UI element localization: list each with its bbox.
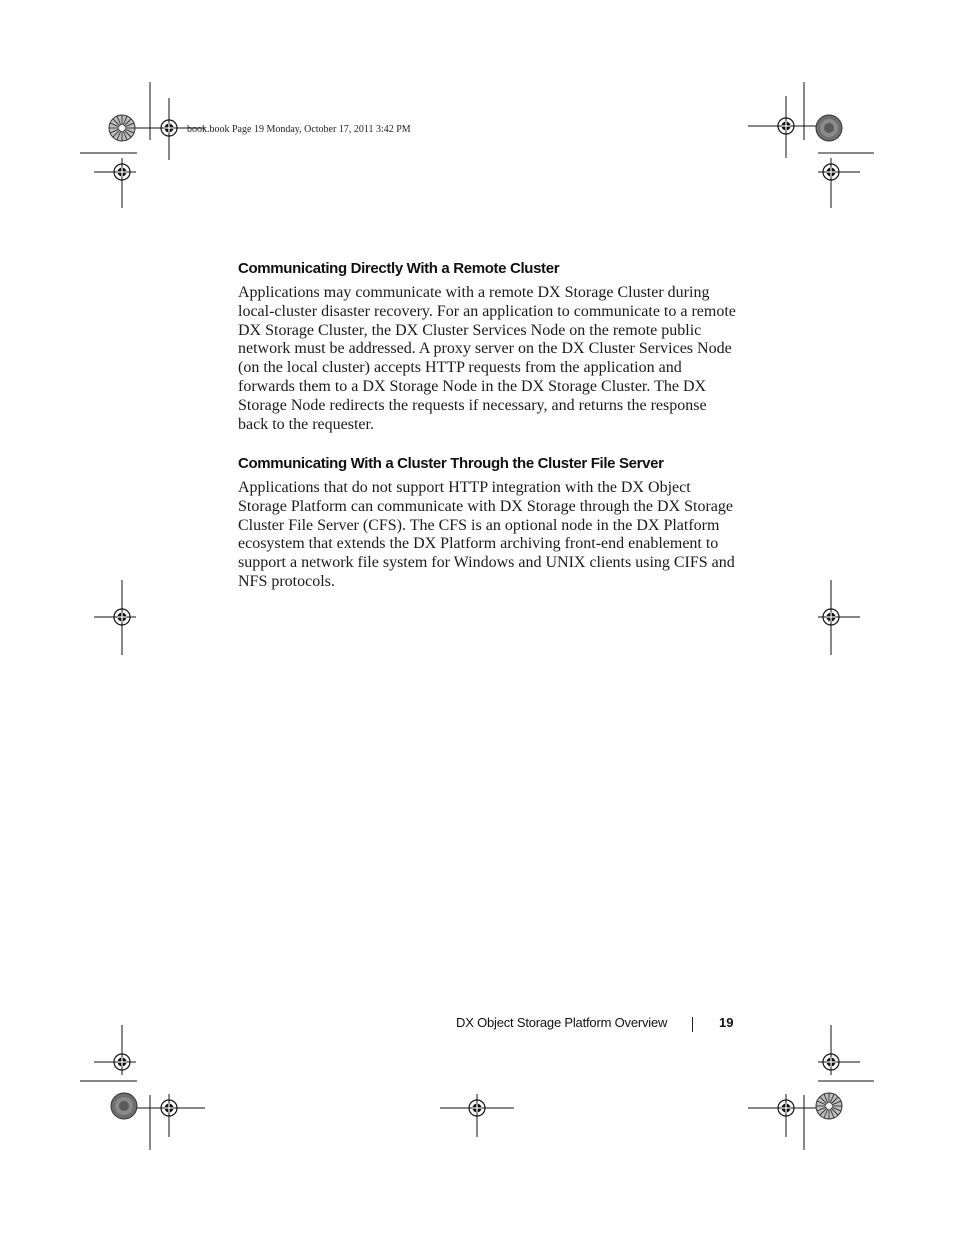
crop-mark-bottom-right	[748, 1025, 874, 1150]
paragraph-line: network must be addressed. A proxy server on the DX Cluster Services Node	[238, 340, 732, 358]
footer-divider	[692, 1017, 693, 1032]
crop-mark-middle-right	[818, 580, 860, 655]
paragraph-line: Storage Node redirects the requests if necessary, and returns the response	[238, 396, 707, 414]
crop-mark-middle-left	[94, 580, 136, 655]
crop-mark-top-right	[748, 82, 874, 208]
section-heading: Communicating With a Cluster Through the Cluster File Server	[238, 455, 664, 472]
crop-mark-bottom-center	[440, 1094, 514, 1137]
section-heading: Communicating Directly With a Remote Cluster	[238, 260, 560, 277]
page-number: 19	[719, 1015, 734, 1030]
paragraph-line: Applications may communicate with a remote DX Storage Cluster during	[238, 284, 710, 301]
paragraph-line: Storage Platform can communicate with DX Storage through the DX Storage	[238, 497, 733, 515]
footer-title: DX Object Storage Platform Overview	[456, 1015, 668, 1030]
paragraph-line: DX Storage Cluster, the DX Cluster Services Node on the remote public	[238, 321, 702, 339]
section-remote-cluster	[238, 260, 738, 434]
crop-mark-bottom-left	[80, 1025, 205, 1150]
section-paragraph	[238, 284, 738, 434]
paragraph-line: NFS protocols.	[238, 572, 335, 590]
crop-mark-top-left	[80, 82, 205, 208]
paragraph-line: ecosystem that extends the DX Platform archiving front-end enablement to	[238, 535, 719, 553]
paragraph-line: forwards them to a DX Storage Node in the DX Storage Cluster. The DX	[238, 377, 707, 395]
section-cluster-file-server	[238, 455, 738, 592]
paragraph-line: back to the requester.	[238, 415, 374, 433]
paragraph-line: Applications that do not support HTTP integration with the DX Object	[238, 479, 691, 496]
paragraph-line: Cluster File Server (CFS). The CFS is an optional node in the DX Platform	[238, 516, 720, 534]
paragraph-line: support a network file system for Windows and UNIX clients using CIFS and	[238, 554, 735, 572]
paragraph-line: (on the local cluster) accepts HTTP requests from the application and	[238, 359, 682, 377]
section-paragraph	[238, 479, 738, 592]
print-slug: book.book Page 19 Monday, October 17, 2011 3:42 PM	[187, 124, 411, 135]
paragraph-line: local-cluster disaster recovery. For an application to communicate to a remote	[238, 302, 736, 320]
